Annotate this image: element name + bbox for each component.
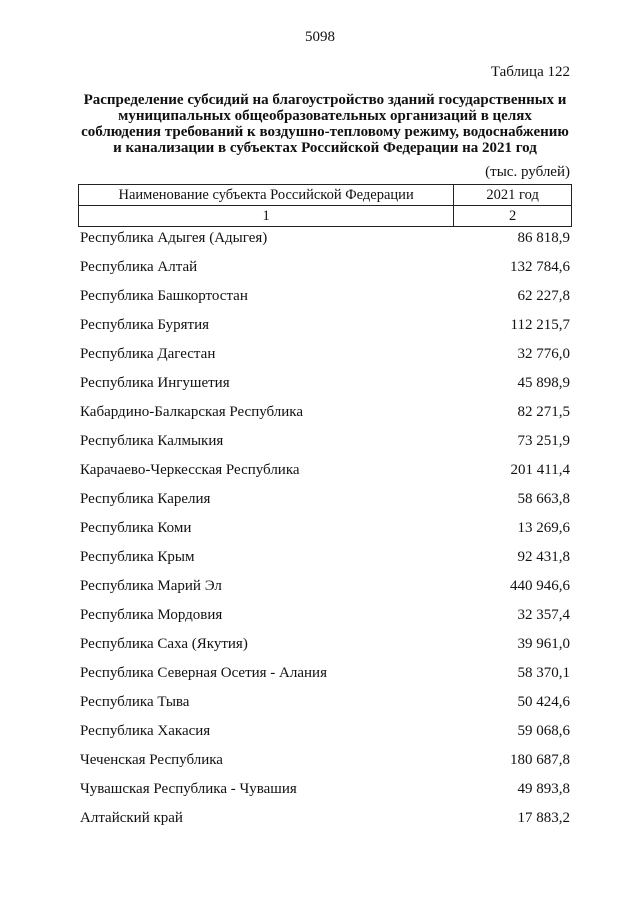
header-row (79, 185, 572, 206)
region-name: Чеченская Республика (80, 752, 223, 768)
subsidy-value: 440 946,6 (510, 578, 570, 594)
table-row (78, 462, 572, 491)
table-row (78, 288, 572, 317)
table-row (78, 520, 572, 549)
table-header (78, 184, 572, 227)
region-name: Республика Марий Эл (80, 578, 222, 594)
region-name: Республика Дагестан (80, 346, 216, 362)
table-body (78, 230, 572, 839)
region-name: Республика Ингушетия (80, 375, 230, 391)
subsidy-value: 86 818,9 (517, 230, 570, 246)
region-name: Республика Адыгея (Адыгея) (80, 230, 268, 246)
table-row (78, 607, 572, 636)
table-row (78, 810, 572, 839)
subsidy-value: 17 883,2 (517, 810, 570, 826)
document-title (78, 92, 572, 156)
region-name: Карачаево-Черкесская Республика (80, 462, 300, 478)
region-name: Республика Бурятия (80, 317, 210, 333)
subsidy-value: 50 424,6 (517, 694, 570, 710)
subsidy-value: 45 898,9 (517, 375, 570, 391)
table-row (78, 433, 572, 462)
region-name: Чувашская Республика - Чувашия (80, 781, 297, 797)
table-row (78, 259, 572, 288)
table-row (78, 549, 572, 578)
subsidy-value: 82 271,5 (517, 404, 570, 420)
table-row (78, 491, 572, 520)
region-name: Республика Саха (Якутия) (80, 636, 248, 652)
page-number: 5098 (305, 29, 335, 45)
region-name: Республика Алтай (80, 259, 198, 275)
region-name: Кабардино-Балкарская Республика (80, 404, 304, 420)
subsidy-value: 59 068,6 (517, 723, 570, 739)
region-name: Республика Северная Осетия - Алания (80, 665, 327, 681)
subsidy-value: 39 961,0 (517, 636, 570, 652)
table-row (78, 723, 572, 752)
table-row (78, 317, 572, 346)
table-row (78, 694, 572, 723)
region-name: Республика Коми (80, 520, 192, 536)
subsidy-value: 112 215,7 (510, 317, 570, 333)
region-name: Республика Калмыкия (80, 433, 224, 449)
subsidy-value: 32 357,4 (517, 607, 570, 623)
title-line: соблюдения требований к воздушно-тепловому режиму, водоснабжению (81, 124, 569, 140)
units-label: (тыс. рублей) (485, 164, 570, 180)
subsidy-value: 58 663,8 (517, 491, 570, 507)
table-row (78, 665, 572, 694)
title-line: Распределение субсидий на благоустройство зданий государственных и (83, 92, 567, 108)
column-number-1: 1 (79, 206, 454, 227)
region-name: Республика Карелия (80, 491, 211, 507)
column-number-2: 2 (454, 206, 572, 227)
title-line: и канализации в субъектах Российской Федерации на 2021 год (113, 140, 537, 156)
region-name: Республика Крым (80, 549, 195, 565)
subsidy-value: 58 370,1 (517, 665, 570, 681)
table-label: Таблица 122 (490, 64, 570, 80)
subsidy-value: 62 227,8 (517, 288, 570, 304)
subsidy-value: 49 893,8 (517, 781, 570, 797)
table-row (78, 404, 572, 433)
column-header-year: 2021 год (454, 185, 572, 206)
column-number-row (79, 206, 572, 227)
subsidy-value: 180 687,8 (510, 752, 570, 768)
table-row (78, 578, 572, 607)
table-row (78, 375, 572, 404)
subsidy-value: 13 269,6 (517, 520, 570, 536)
region-name: Республика Тыва (80, 694, 190, 710)
subsidy-value: 32 776,0 (517, 346, 570, 362)
region-name: Республика Башкортостан (80, 288, 248, 304)
table-row (78, 230, 572, 259)
subsidy-value: 132 784,6 (510, 259, 570, 275)
subsidy-value: 92 431,8 (517, 549, 570, 565)
region-name: Республика Мордовия (80, 607, 223, 623)
column-header-region: Наименование субъекта Российской Федерации (79, 185, 454, 206)
table-row (78, 636, 572, 665)
table-row (78, 752, 572, 781)
subsidy-value: 201 411,4 (510, 462, 570, 478)
region-name: Республика Хакасия (80, 723, 211, 739)
table-row (78, 781, 572, 810)
table-row (78, 346, 572, 375)
subsidy-value: 73 251,9 (517, 433, 570, 449)
title-line: муниципальных общеобразовательных организаций в целях (118, 108, 532, 124)
region-name: Алтайский край (80, 810, 183, 826)
